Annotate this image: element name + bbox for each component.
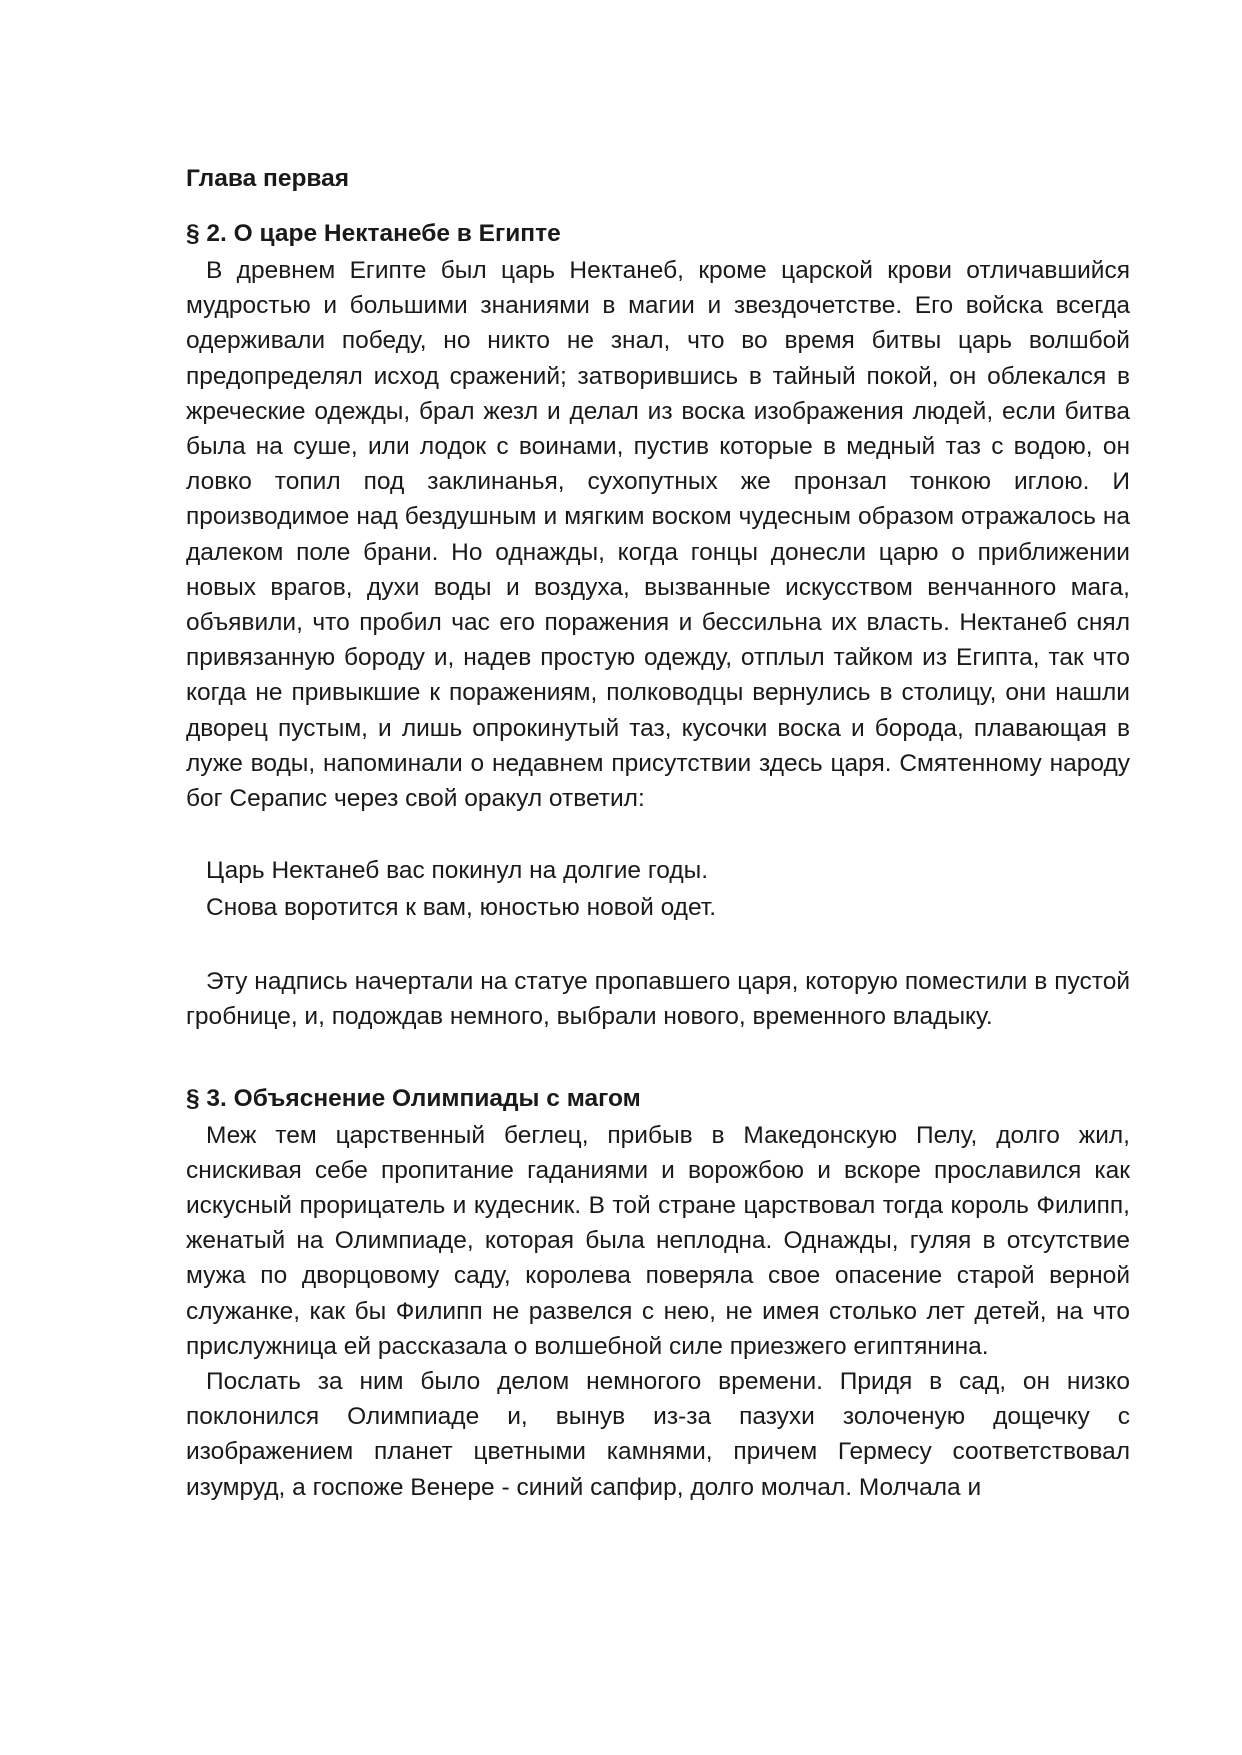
document-page: [186, 150, 1130, 1505]
paragraph: Меж тем царственный беглец, прибыв в Македонскую Пелу, долго жил, снискивая себе пропитание гаданиями и ворожбою и вскоре прославился как искусный прорицатель и кудесник. В той стране царствовал тогда король Филипп, женатый на Олимпиаде, которая была неплодна. Однажды, гуляя в отсутствие мужа по дворцовому саду, королева поверяла свое опасение старой верной служанке, как бы Филипп не развелся с нею, не имея столько лет детей, на что прислужница ей рассказала о волшебной силе приезжего египтянина.: [186, 1121, 1130, 1360]
poem-line: Снова воротится к вам, юностью новой одет.: [206, 894, 717, 922]
chapter-title: Глава первая: [186, 165, 350, 192]
paragraph: Послать за ним было делом немногого времени. Придя в сад, он низко поклонился Олимпиаде и, вынув из-за пазухи золоченую дощечку с изображением планет цветными камнями, причем Гермесу соответствовал изумруд, а госпоже Венере - синий сапфир, долго молчал. Молчала и: [186, 1368, 1130, 1501]
poem: [186, 852, 1130, 926]
paragraph: В древнем Египте был царь Нектанеб, кроме царской крови отличавшийся мудростью и большими знаниями в магии и звездочетстве. Его войска всегда одерживали победу, но никто не знал, что во время битвы царь волшбой предопределял исход сражений; затворившись в тайный покой, он облекался в жреческие одежды, брал жезл и делал из воска изображения людей, если битва была на суше, или лодок с воинами, пустив которые в медный таз с водою, он ловко топил под заклинанья, сухопутных же пронзал тонкою иглою. И производимое над бездушным и мягким воском чудесным образом отражалось на далеком поле брани. Но однажды, когда гонцы донесли царю о приближении новых врагов, духи воды и воздуха, вызванные искусством венчанного мага, объявили, что пробил час его поражения и бессильна их власть. Нектанеб снял привязанную бороду и, надев простую одежду, отплыл тайком из Египта, так что когда не привыкшие к поражениям, полководцы вернулись в столицу, они нашли дворец пустым, и лишь опрокинутый таз, кусочки воска и борода, плавающая в луже воды, напоминали о недавнем присутствии здесь царя. Смятенному народу бог Серапис через свой оракул ответил:: [186, 257, 1130, 813]
section-title: § 2. О царе Нектанебе в Египте: [186, 220, 561, 247]
section-title: § 3. Объяснение Олимпиады с магом: [186, 1084, 641, 1112]
poem-line: Царь Нектанеб вас покинул на долгие годы.: [206, 857, 709, 885]
paragraph: Эту надпись начертали на статуе пропавшего царя, которую поместили в пустой гробнице, и, подождав немного, выбрали нового, временного владыку.: [186, 968, 1130, 1031]
